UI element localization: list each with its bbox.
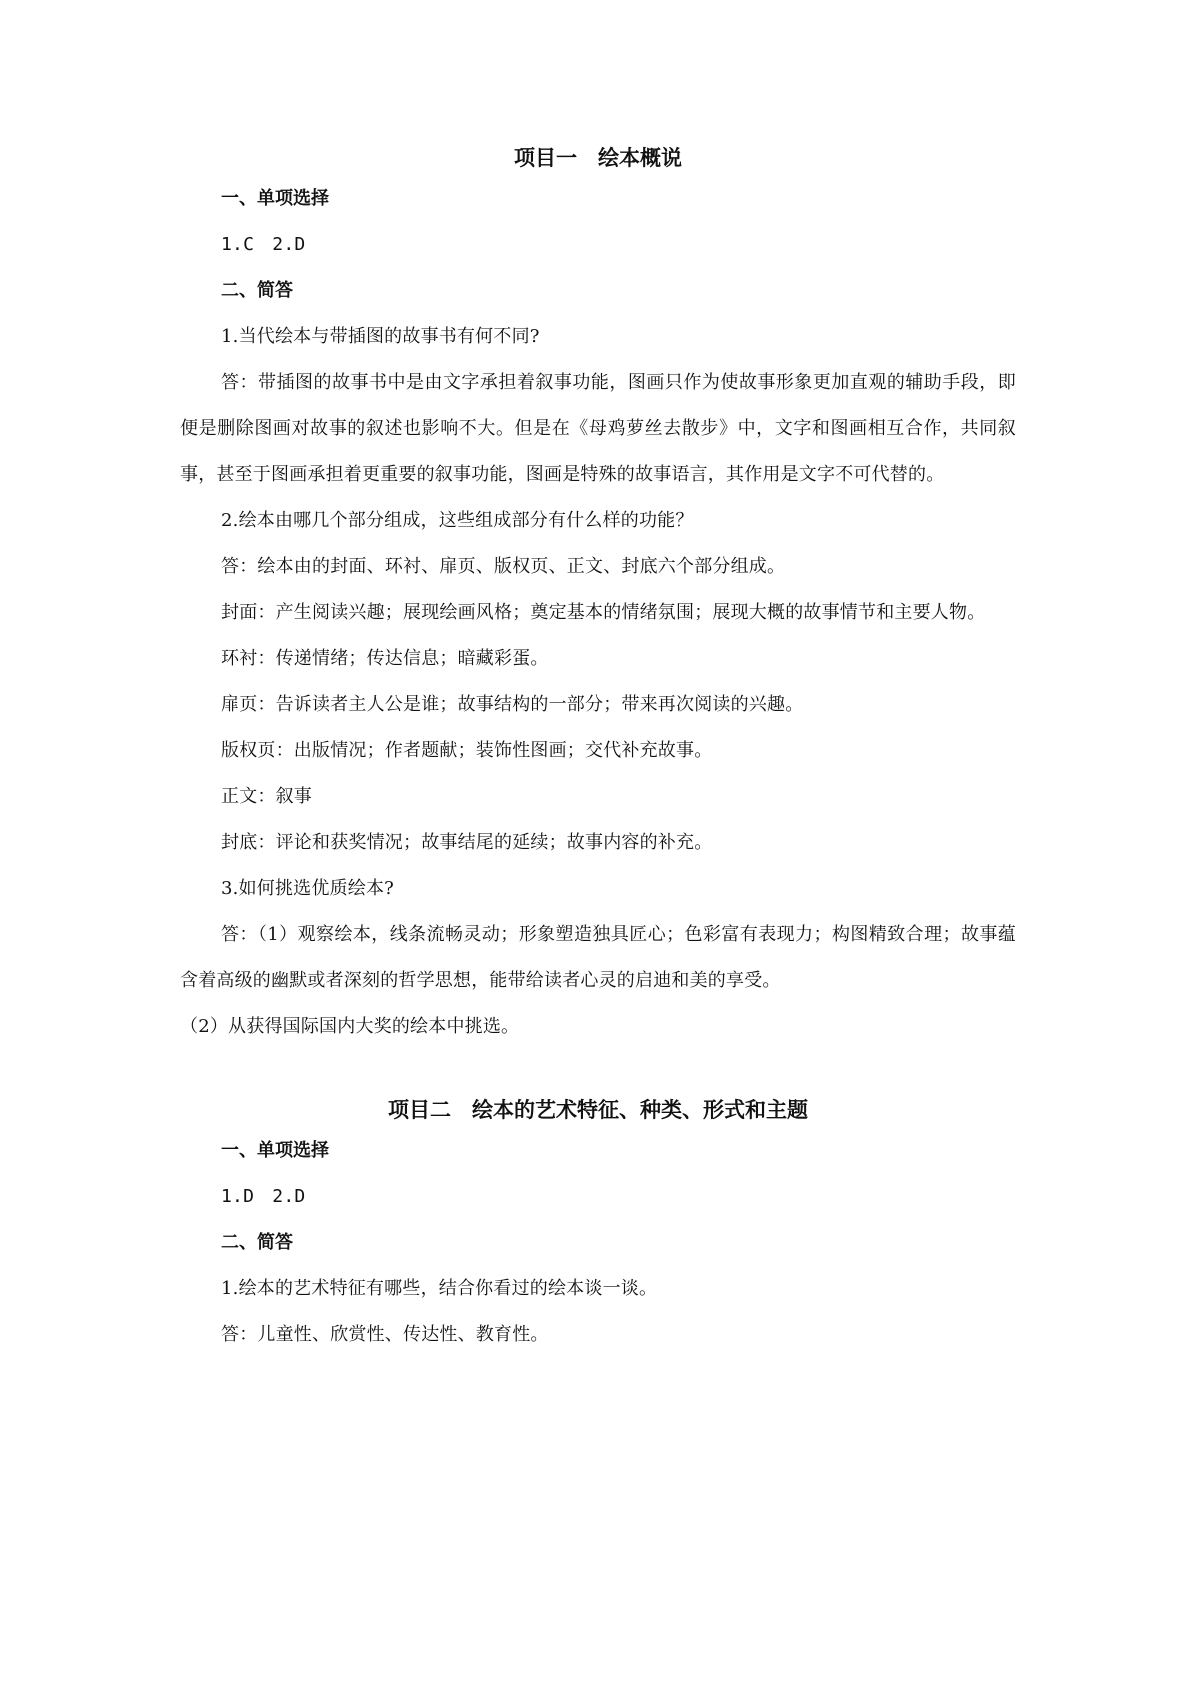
section-project-1 <box>180 140 1016 1050</box>
choice-heading: 一、单项选择 <box>221 188 329 209</box>
answer-2-title-page: 扉页：告诉读者主人公是谁；故事结构的一部分；带来再次阅读的兴趣。 <box>221 694 804 715</box>
question-1: 1.当代绘本与带插图的故事书有何不同? <box>221 326 540 347</box>
answer-3-part-2: （2）从获得国际国内大奖的绘本中挑选。 <box>180 1016 520 1037</box>
choice-answers: 1.C 2.D <box>221 234 306 255</box>
question-2: 2.绘本由哪几个部分组成，这些组成部分有什么样的功能？ <box>221 510 694 531</box>
short-answer-heading: 二、简答 <box>221 1232 293 1253</box>
choice-answers: 1.D 2.D <box>221 1186 306 1207</box>
answer-2-cover: 封面：产生阅读兴趣；展现绘画风格；奠定基本的情绪氛围；展现大概的故事情节和主要人物。 <box>221 602 986 623</box>
short-answer-heading: 二、简答 <box>221 280 293 301</box>
answer-2-copyright-page: 版权页：出版情况；作者题献；装饰性图画；交代补充故事。 <box>221 740 713 761</box>
answer-1: 答：儿童性、欣赏性、传达性、教育性。 <box>221 1324 549 1345</box>
answer-3: 答：（1）观察绘本，线条流畅灵动；形象塑造独具匠心；色彩富有表现力；构图精致合理；故事蕴含着高级的幽默或者深刻的哲学思想，能带给读者心灵的启迪和美的享受。 <box>180 924 1016 991</box>
answer-2-endpaper: 环衬：传递情绪；传达信息；暗藏彩蛋。 <box>221 648 549 669</box>
answer-2-body-text: 正文：叙事 <box>221 786 312 807</box>
section-project-2 <box>180 1092 1016 1358</box>
document-page <box>180 140 1016 1358</box>
section-gap <box>180 1050 1016 1092</box>
question-1: 1.绘本的艺术特征有哪些，结合你看过的绘本谈一谈。 <box>221 1278 658 1299</box>
section-title: 项目一 绘本概说 <box>514 146 682 170</box>
answer-1: 答：带插图的故事书中是由文字承担着叙事功能，图画只作为使故事形象更加直观的辅助手段，即便是删除图画对故事的叙述也影响不大。但是在《母鸡萝丝去散步》中，文字和图画相互合作，共同叙事，甚至于图画承担着更重要的叙事功能，图画是特殊的故事语言，其作用是文字不可代替的。 <box>180 372 1016 485</box>
question-3: 3.如何挑选优质绘本? <box>221 878 395 899</box>
section-title: 项目二 绘本的艺术特征、种类、形式和主题 <box>388 1098 808 1122</box>
answer-2: 答：绘本由的封面、环衬、扉页、版权页、正文、封底六个部分组成。 <box>221 556 786 577</box>
choice-heading: 一、单项选择 <box>221 1140 329 1161</box>
answer-2-back-cover: 封底：评论和获奖情况；故事结尾的延续；故事内容的补充。 <box>221 832 713 853</box>
